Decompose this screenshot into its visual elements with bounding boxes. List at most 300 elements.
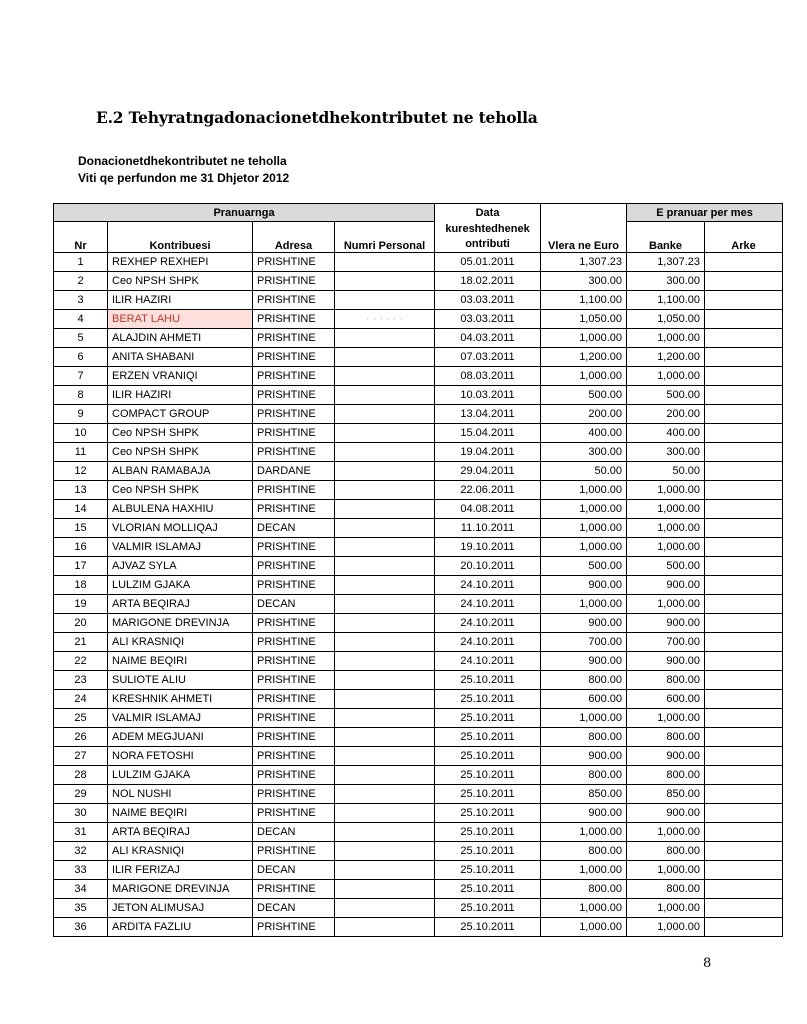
cell-cash (705, 290, 783, 309)
cell-bank: 800.00 (627, 879, 705, 898)
table-row (54, 803, 783, 822)
cell-value: 800.00 (541, 727, 627, 746)
cell-cash (705, 385, 783, 404)
cell-contributor: NAIME BEQIRI (108, 803, 253, 822)
table-row (54, 898, 783, 917)
cell-address: PRISHTINE (253, 841, 335, 860)
cell-cash (705, 879, 783, 898)
cell-value: 800.00 (541, 765, 627, 784)
cell-cash (705, 252, 783, 271)
cell-value: 900.00 (541, 803, 627, 822)
cell-cash (705, 765, 783, 784)
cell-bank: 1,000.00 (627, 480, 705, 499)
cell-contributor: COMPACT GROUP (108, 404, 253, 423)
cell-address: PRISHTINE (253, 651, 335, 670)
cell-bank: 700.00 (627, 632, 705, 651)
cell-address: PRISHTINE (253, 803, 335, 822)
cell-address: PRISHTINE (253, 271, 335, 290)
cell-bank: 1,000.00 (627, 708, 705, 727)
cell-contributor: VALMIR ISLAMAJ (108, 708, 253, 727)
cell-address: PRISHTINE (253, 708, 335, 727)
cell-address: DECAN (253, 898, 335, 917)
cell-address: PRISHTINE (253, 423, 335, 442)
cell-address: PRISHTINE (253, 480, 335, 499)
cell-address: PRISHTINE (253, 347, 335, 366)
table-subtitle: Donacionetdhekontributet ne teholla (78, 154, 287, 168)
cell-bank: 850.00 (627, 784, 705, 803)
cell-address: DECAN (253, 822, 335, 841)
cell-value: 500.00 (541, 556, 627, 575)
cell-cash (705, 461, 783, 480)
cell-address: PRISHTINE (253, 765, 335, 784)
cell-address: PRISHTINE (253, 746, 335, 765)
cell-cash (705, 518, 783, 537)
cell-contributor: NORA FETOSHI (108, 746, 253, 765)
cell-nr: 27 (54, 746, 108, 765)
cell-personal-number (335, 670, 435, 689)
cell-value: 50.00 (541, 461, 627, 480)
cell-cash (705, 366, 783, 385)
table-period: Viti qe perfundon me 31 Dhjetor 2012 (78, 171, 290, 185)
cell-contributor: LULZIM GJAKA (108, 575, 253, 594)
cell-personal-number (335, 328, 435, 347)
cell-value: 1,100.00 (541, 290, 627, 309)
cell-nr: 5 (54, 328, 108, 347)
cell-value: 1,000.00 (541, 822, 627, 841)
cell-date: 22.06.2011 (435, 480, 541, 499)
cell-bank: 800.00 (627, 841, 705, 860)
cell-contributor: NAIME BEQIRI (108, 651, 253, 670)
cell-value: 800.00 (541, 879, 627, 898)
cell-nr: 4 (54, 309, 108, 328)
cell-personal-number (335, 651, 435, 670)
cell-address: PRISHTINE (253, 385, 335, 404)
cell-date: 25.10.2011 (435, 841, 541, 860)
cell-bank: 1,000.00 (627, 537, 705, 556)
cell-value: 850.00 (541, 784, 627, 803)
cell-personal-number (335, 860, 435, 879)
cell-personal-number (335, 765, 435, 784)
cell-contributor: ARTA BEQIRAJ (108, 594, 253, 613)
cell-nr: 2 (54, 271, 108, 290)
cell-address: PRISHTINE (253, 556, 335, 575)
cell-address: PRISHTINE (253, 670, 335, 689)
cell-nr: 1 (54, 252, 108, 271)
cell-personal-number (335, 271, 435, 290)
cell-cash (705, 860, 783, 879)
cell-cash (705, 309, 783, 328)
header-address: Adresa (253, 222, 335, 253)
cell-cash (705, 784, 783, 803)
cell-contributor: ARTA BEQIRAJ (108, 822, 253, 841)
cell-date: 25.10.2011 (435, 898, 541, 917)
cell-date: 25.10.2011 (435, 822, 541, 841)
cell-contributor: ADEM MEGJUANI (108, 727, 253, 746)
table-row (54, 309, 783, 328)
cell-nr: 25 (54, 708, 108, 727)
cell-address: PRISHTINE (253, 784, 335, 803)
cell-bank: 900.00 (627, 803, 705, 822)
cell-contributor: ALBAN RAMABAJA (108, 461, 253, 480)
cell-personal-number (335, 537, 435, 556)
cell-personal-number (335, 917, 435, 936)
cell-nr: 10 (54, 423, 108, 442)
cell-nr: 33 (54, 860, 108, 879)
cell-bank: 1,000.00 (627, 898, 705, 917)
cell-contributor: VLORIAN MOLLIQAJ (108, 518, 253, 537)
header-date-line2: kureshtedhenek (435, 222, 541, 236)
cell-date: 15.04.2011 (435, 423, 541, 442)
table-row (54, 385, 783, 404)
table-row (54, 442, 783, 461)
cell-personal-number (335, 594, 435, 613)
cell-value: 1,000.00 (541, 480, 627, 499)
cell-date: 24.10.2011 (435, 651, 541, 670)
cell-bank: 900.00 (627, 746, 705, 765)
table-row (54, 499, 783, 518)
table-row (54, 556, 783, 575)
cell-date: 20.10.2011 (435, 556, 541, 575)
table-row (54, 860, 783, 879)
cell-nr: 3 (54, 290, 108, 309)
cell-cash (705, 271, 783, 290)
cell-address: PRISHTINE (253, 632, 335, 651)
cell-personal-number (335, 727, 435, 746)
cell-value: 1,000.00 (541, 594, 627, 613)
cell-personal-number (335, 404, 435, 423)
cell-nr: 31 (54, 822, 108, 841)
cell-value: 400.00 (541, 423, 627, 442)
cell-nr: 20 (54, 613, 108, 632)
cell-value: 700.00 (541, 632, 627, 651)
cell-contributor: SULIOTE ALIU (108, 670, 253, 689)
cell-cash (705, 822, 783, 841)
cell-nr: 17 (54, 556, 108, 575)
cell-value: 1,000.00 (541, 518, 627, 537)
cell-bank: 1,000.00 (627, 518, 705, 537)
cell-value: 1,000.00 (541, 328, 627, 347)
cell-contributor: ILIR HAZIRI (108, 290, 253, 309)
cell-personal-number (335, 879, 435, 898)
cell-personal-number (335, 784, 435, 803)
cell-bank: 1,307.23 (627, 252, 705, 271)
cell-nr: 35 (54, 898, 108, 917)
cell-contributor: AJVAZ SYLA (108, 556, 253, 575)
cell-bank: 1,000.00 (627, 594, 705, 613)
cell-cash (705, 347, 783, 366)
header-date-line3: ontributi (435, 236, 541, 253)
cell-bank: 900.00 (627, 613, 705, 632)
cell-value: 1,307.23 (541, 252, 627, 271)
cell-cash (705, 917, 783, 936)
cell-contributor: ILIR HAZIRI (108, 385, 253, 404)
cell-date: 25.10.2011 (435, 784, 541, 803)
cell-nr: 15 (54, 518, 108, 537)
cell-contributor: VALMIR ISLAMAJ (108, 537, 253, 556)
cell-personal-number (335, 841, 435, 860)
table-row (54, 708, 783, 727)
cell-nr: 32 (54, 841, 108, 860)
cell-contributor: Ceo NPSH SHPK (108, 271, 253, 290)
cell-personal-number (335, 746, 435, 765)
cell-cash (705, 632, 783, 651)
cell-cash (705, 689, 783, 708)
cell-personal-number: · · · · · · (335, 309, 435, 328)
cell-contributor: Ceo NPSH SHPK (108, 423, 253, 442)
cell-contributor: ALBULENA HAXHIU (108, 499, 253, 518)
cell-address: PRISHTINE (253, 537, 335, 556)
table-row (54, 404, 783, 423)
cell-date: 24.10.2011 (435, 613, 541, 632)
cell-address: PRISHTINE (253, 879, 335, 898)
table-row (54, 423, 783, 442)
cell-address: PRISHTINE (253, 917, 335, 936)
cell-cash (705, 404, 783, 423)
table-row (54, 689, 783, 708)
header-contributor: Kontribuesi (108, 222, 253, 253)
table-row (54, 879, 783, 898)
cell-personal-number (335, 423, 435, 442)
cell-nr: 11 (54, 442, 108, 461)
cell-cash (705, 841, 783, 860)
cell-nr: 29 (54, 784, 108, 803)
cell-date: 25.10.2011 (435, 746, 541, 765)
cell-cash (705, 575, 783, 594)
cell-cash (705, 613, 783, 632)
cell-cash (705, 423, 783, 442)
cell-cash (705, 803, 783, 822)
cell-personal-number (335, 499, 435, 518)
cell-personal-number (335, 347, 435, 366)
cell-bank: 800.00 (627, 765, 705, 784)
cell-address: PRISHTINE (253, 366, 335, 385)
cell-nr: 36 (54, 917, 108, 936)
cell-address: PRISHTINE (253, 727, 335, 746)
cell-personal-number (335, 518, 435, 537)
cell-contributor: ALI KRASNIQI (108, 841, 253, 860)
cell-address: PRISHTINE (253, 252, 335, 271)
cell-bank: 800.00 (627, 670, 705, 689)
table-row (54, 461, 783, 480)
header-nr: Nr (54, 222, 108, 253)
cell-cash (705, 670, 783, 689)
cell-value: 900.00 (541, 575, 627, 594)
cell-personal-number (335, 803, 435, 822)
cell-address: PRISHTINE (253, 309, 335, 328)
header-received-from: Pranuarnga (54, 204, 435, 222)
cell-value: 600.00 (541, 689, 627, 708)
cell-value: 300.00 (541, 442, 627, 461)
table-row (54, 822, 783, 841)
cell-cash (705, 708, 783, 727)
cell-value: 900.00 (541, 746, 627, 765)
table-row (54, 613, 783, 632)
cell-date: 25.10.2011 (435, 917, 541, 936)
cell-value: 1,000.00 (541, 499, 627, 518)
cell-contributor: REXHEP REXHEPI (108, 252, 253, 271)
cell-address: PRISHTINE (253, 499, 335, 518)
cell-date: 25.10.2011 (435, 708, 541, 727)
cell-contributor: ILIR FERIZAJ (108, 860, 253, 879)
cell-date: 19.10.2011 (435, 537, 541, 556)
cell-nr: 7 (54, 366, 108, 385)
cell-address: PRISHTINE (253, 328, 335, 347)
cell-bank: 900.00 (627, 575, 705, 594)
cell-value: 500.00 (541, 385, 627, 404)
cell-contributor: ALI KRASNIQI (108, 632, 253, 651)
cell-address: PRISHTINE (253, 613, 335, 632)
header-value-euro: Vlera ne Euro (541, 204, 627, 253)
cell-bank: 1,100.00 (627, 290, 705, 309)
cell-bank: 1,000.00 (627, 917, 705, 936)
cell-value: 1,000.00 (541, 537, 627, 556)
cell-value: 800.00 (541, 841, 627, 860)
cell-date: 29.04.2011 (435, 461, 541, 480)
cell-contributor: LULZIM GJAKA (108, 765, 253, 784)
cell-nr: 21 (54, 632, 108, 651)
cell-date: 24.10.2011 (435, 594, 541, 613)
table-row (54, 328, 783, 347)
cell-nr: 26 (54, 727, 108, 746)
cell-nr: 14 (54, 499, 108, 518)
cell-contributor: NOL NUSHI (108, 784, 253, 803)
cell-date: 18.02.2011 (435, 271, 541, 290)
cell-contributor: MARIGONE DREVINJA (108, 879, 253, 898)
cell-date: 03.03.2011 (435, 309, 541, 328)
cell-date: 10.03.2011 (435, 385, 541, 404)
cell-value: 1,000.00 (541, 917, 627, 936)
table-row (54, 784, 783, 803)
cell-date: 25.10.2011 (435, 727, 541, 746)
cell-bank: 800.00 (627, 727, 705, 746)
table-row (54, 347, 783, 366)
cell-personal-number (335, 442, 435, 461)
cell-value: 900.00 (541, 613, 627, 632)
cell-personal-number (335, 290, 435, 309)
cell-nr: 24 (54, 689, 108, 708)
cell-personal-number (335, 556, 435, 575)
cell-nr: 19 (54, 594, 108, 613)
cell-cash (705, 480, 783, 499)
table-row (54, 594, 783, 613)
cell-bank: 1,050.00 (627, 309, 705, 328)
table-row (54, 537, 783, 556)
table-row (54, 727, 783, 746)
cell-address: DECAN (253, 860, 335, 879)
cell-personal-number (335, 898, 435, 917)
table-row (54, 746, 783, 765)
cell-date: 04.08.2011 (435, 499, 541, 518)
cell-personal-number (335, 461, 435, 480)
table-row (54, 480, 783, 499)
table-row (54, 651, 783, 670)
cell-cash (705, 746, 783, 765)
table-row (54, 575, 783, 594)
table-row (54, 290, 783, 309)
table-row (54, 670, 783, 689)
cell-nr: 6 (54, 347, 108, 366)
cell-bank: 200.00 (627, 404, 705, 423)
cell-bank: 1,000.00 (627, 366, 705, 385)
cell-date: 03.03.2011 (435, 290, 541, 309)
cell-nr: 9 (54, 404, 108, 423)
cell-contributor: KRESHNIK AHMETI (108, 689, 253, 708)
cell-nr: 34 (54, 879, 108, 898)
cell-date: 24.10.2011 (435, 632, 541, 651)
cell-personal-number (335, 366, 435, 385)
cell-contributor: ERZEN VRANIQI (108, 366, 253, 385)
table-row (54, 271, 783, 290)
cell-contributor: MARIGONE DREVINJA (108, 613, 253, 632)
cell-contributor: ALAJDIN AHMETI (108, 328, 253, 347)
cell-date: 11.10.2011 (435, 518, 541, 537)
cell-nr: 16 (54, 537, 108, 556)
cell-bank: 50.00 (627, 461, 705, 480)
cell-nr: 13 (54, 480, 108, 499)
cell-date: 25.10.2011 (435, 879, 541, 898)
cell-date: 25.10.2011 (435, 860, 541, 879)
cell-personal-number (335, 689, 435, 708)
cell-bank: 500.00 (627, 385, 705, 404)
cell-value: 1,000.00 (541, 860, 627, 879)
table-row (54, 632, 783, 651)
cell-address: PRISHTINE (253, 442, 335, 461)
cell-date: 08.03.2011 (435, 366, 541, 385)
cell-date: 04.03.2011 (435, 328, 541, 347)
cell-contributor: ANITA SHABANI (108, 347, 253, 366)
cell-date: 25.10.2011 (435, 670, 541, 689)
cell-contributor: BERAT LAHU (108, 309, 253, 328)
table-row (54, 917, 783, 936)
cell-bank: 1,000.00 (627, 499, 705, 518)
cell-personal-number (335, 632, 435, 651)
cell-nr: 8 (54, 385, 108, 404)
cell-date: 05.01.2011 (435, 252, 541, 271)
table-row (54, 252, 783, 271)
table-row (54, 366, 783, 385)
cell-address: PRISHTINE (253, 404, 335, 423)
cell-nr: 12 (54, 461, 108, 480)
cell-date: 07.03.2011 (435, 347, 541, 366)
table-row (54, 518, 783, 537)
cell-address: PRISHTINE (253, 575, 335, 594)
cell-value: 1,000.00 (541, 708, 627, 727)
cell-personal-number (335, 708, 435, 727)
cell-value: 200.00 (541, 404, 627, 423)
cell-value: 1,050.00 (541, 309, 627, 328)
cell-value: 1,000.00 (541, 898, 627, 917)
cell-address: PRISHTINE (253, 689, 335, 708)
cell-personal-number (335, 385, 435, 404)
cell-bank: 600.00 (627, 689, 705, 708)
cell-value: 1,200.00 (541, 347, 627, 366)
cell-cash (705, 651, 783, 670)
cell-address: PRISHTINE (253, 290, 335, 309)
donations-table (53, 203, 783, 937)
cell-nr: 30 (54, 803, 108, 822)
cell-address: DECAN (253, 518, 335, 537)
cell-date: 25.10.2011 (435, 765, 541, 784)
cell-bank: 900.00 (627, 651, 705, 670)
cell-nr: 22 (54, 651, 108, 670)
cell-date: 25.10.2011 (435, 689, 541, 708)
cell-contributor: Ceo NPSH SHPK (108, 480, 253, 499)
cell-bank: 500.00 (627, 556, 705, 575)
cell-date: 19.04.2011 (435, 442, 541, 461)
header-personal-number: Numri Personal (335, 222, 435, 253)
table-row (54, 765, 783, 784)
cell-bank: 300.00 (627, 271, 705, 290)
